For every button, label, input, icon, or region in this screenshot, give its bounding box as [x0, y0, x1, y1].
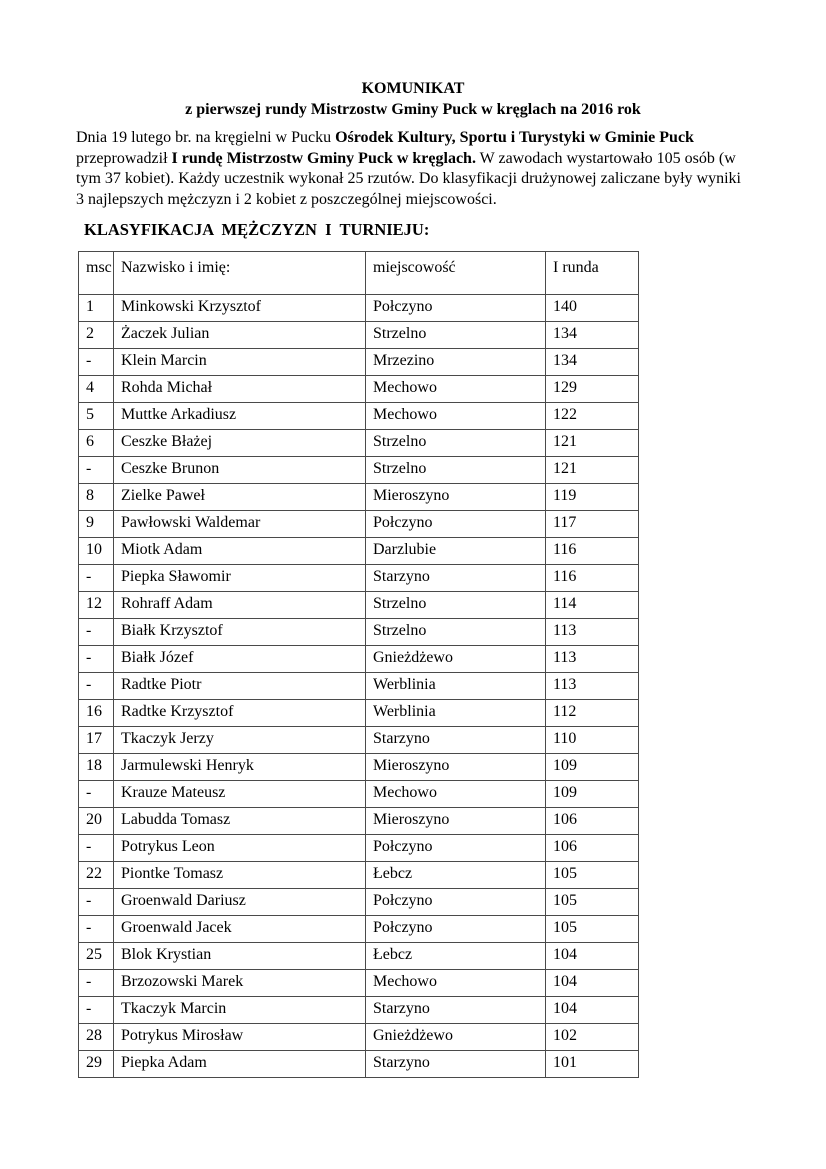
table-row [79, 538, 639, 565]
header-row [79, 252, 639, 295]
column-header-city: miejscowość [366, 252, 546, 295]
results-table [78, 251, 639, 1078]
cell-msc: - [79, 673, 114, 700]
table-row [79, 727, 639, 754]
document-subtitle: z pierwszej rundy Mistrzostw Gminy Puck w kręglach na 2016 rok [185, 101, 641, 118]
intro-segment: W zawodach wystartowało 105 osób (w tym 37 kobiet). Każdy uczestnik wykonał 25 rzutów. Do klasyfikacji drużynowej zaliczane były wyniki 3 najlepszych mężczyzn i 2 kobiet z poszczególnej miejscowości. [76, 149, 741, 208]
table-row [79, 862, 639, 889]
cell-round: 114 [546, 592, 639, 619]
cell-msc: 25 [79, 943, 114, 970]
cell-round: 105 [546, 862, 639, 889]
table-row [79, 619, 639, 646]
cell-round: 140 [546, 295, 639, 322]
table-row [79, 970, 639, 997]
table-row [79, 808, 639, 835]
cell-name: Muttke Arkadiusz [114, 403, 366, 430]
cell-msc: 5 [79, 403, 114, 430]
cell-round: 109 [546, 754, 639, 781]
cell-city: Połczyno [366, 511, 546, 538]
cell-round: 105 [546, 889, 639, 916]
cell-msc: - [79, 997, 114, 1024]
cell-city: Mieroszyno [366, 754, 546, 781]
cell-city: Starzyno [366, 997, 546, 1024]
cell-round: 116 [546, 565, 639, 592]
cell-msc: 20 [79, 808, 114, 835]
cell-city: Werblinia [366, 700, 546, 727]
cell-name: Radtke Piotr [114, 673, 366, 700]
cell-city: Mieroszyno [366, 808, 546, 835]
cell-msc: - [79, 835, 114, 862]
cell-round: 104 [546, 970, 639, 997]
cell-round: 104 [546, 943, 639, 970]
cell-city: Mechowo [366, 781, 546, 808]
cell-name: Rohda Michał [114, 376, 366, 403]
table-row [79, 916, 639, 943]
cell-round: 110 [546, 727, 639, 754]
cell-city: Połczyno [366, 295, 546, 322]
cell-round: 106 [546, 835, 639, 862]
cell-name: Tkaczyk Jerzy [114, 727, 366, 754]
cell-name: Tkaczyk Marcin [114, 997, 366, 1024]
cell-msc: 2 [79, 322, 114, 349]
cell-round: 129 [546, 376, 639, 403]
cell-msc: 12 [79, 592, 114, 619]
cell-msc: 29 [79, 1051, 114, 1078]
cell-round: 116 [546, 538, 639, 565]
cell-name: Żaczek Julian [114, 322, 366, 349]
cell-city: Strzelno [366, 592, 546, 619]
intro-segment: przeprowadził [76, 149, 172, 167]
cell-msc: 8 [79, 484, 114, 511]
table-row [79, 592, 639, 619]
cell-city: Starzyno [366, 1051, 546, 1078]
cell-round: 109 [546, 781, 639, 808]
table-row [79, 484, 639, 511]
cell-name: Białk Józef [114, 646, 366, 673]
cell-msc: - [79, 619, 114, 646]
table-row [79, 322, 639, 349]
table-row [79, 1051, 639, 1078]
intro-segment: Dnia 19 lutego br. na kręgielni w Pucku [76, 129, 336, 146]
cell-msc: - [79, 916, 114, 943]
cell-city: Starzyno [366, 565, 546, 592]
table-row [79, 511, 639, 538]
table-row [79, 754, 639, 781]
cell-round: 105 [546, 916, 639, 943]
table-row [79, 295, 639, 322]
cell-name: Zielke Paweł [114, 484, 366, 511]
table-row [79, 781, 639, 808]
cell-round: 121 [546, 457, 639, 484]
cell-msc: 28 [79, 1024, 114, 1051]
cell-name: Ceszke Błażej [114, 430, 366, 457]
cell-round: 101 [546, 1051, 639, 1078]
cell-round: 113 [546, 619, 639, 646]
column-header-msc: msc [79, 252, 114, 295]
cell-msc: 4 [79, 376, 114, 403]
cell-round: 117 [546, 511, 639, 538]
table-row [79, 565, 639, 592]
cell-city: Mieroszyno [366, 484, 546, 511]
cell-name: Labudda Tomasz [114, 808, 366, 835]
cell-msc: - [79, 457, 114, 484]
table-row [79, 943, 639, 970]
cell-name: Groenwald Jacek [114, 916, 366, 943]
table-row [79, 646, 639, 673]
cell-city: Strzelno [366, 322, 546, 349]
intro-segment-bold: I rundę Mistrzostw Gminy Puck w kręglach. [171, 149, 476, 167]
cell-msc: 18 [79, 754, 114, 781]
cell-city: Połczyno [366, 835, 546, 862]
intro-paragraph [76, 128, 750, 210]
cell-msc: 6 [79, 430, 114, 457]
cell-city: Starzyno [366, 727, 546, 754]
cell-city: Połczyno [366, 889, 546, 916]
cell-city: Gnieżdżewo [366, 646, 546, 673]
cell-name: Potrykus Leon [114, 835, 366, 862]
cell-city: Mrzezino [366, 349, 546, 376]
cell-name: Ceszke Brunon [114, 457, 366, 484]
results-table-header [79, 252, 639, 295]
cell-name: Groenwald Dariusz [114, 889, 366, 916]
cell-name: Rohraff Adam [114, 592, 366, 619]
cell-msc: - [79, 970, 114, 997]
cell-city: Łebcz [366, 943, 546, 970]
cell-city: Strzelno [366, 619, 546, 646]
table-row [79, 889, 639, 916]
cell-city: Gnieżdżewo [366, 1024, 546, 1051]
intro-segment-bold: Ośrodek Kultury, Sportu i Turystyki w Gminie Puck [335, 129, 694, 146]
cell-city: Werblinia [366, 673, 546, 700]
cell-msc: 16 [79, 700, 114, 727]
cell-round: 119 [546, 484, 639, 511]
table-row [79, 835, 639, 862]
cell-name: Piepka Sławomir [114, 565, 366, 592]
cell-round: 134 [546, 349, 639, 376]
cell-round: 113 [546, 646, 639, 673]
cell-city: Połczyno [366, 916, 546, 943]
cell-city: Łebcz [366, 862, 546, 889]
cell-msc: - [79, 349, 114, 376]
cell-msc: 10 [79, 538, 114, 565]
cell-city: Mechowo [366, 403, 546, 430]
cell-round: 122 [546, 403, 639, 430]
cell-name: Minkowski Krzysztof [114, 295, 366, 322]
section-heading: KLASYFIKACJA MĘŻCZYZN I TURNIEJU: [84, 220, 430, 239]
cell-msc: 1 [79, 295, 114, 322]
results-table-body [79, 295, 639, 1078]
cell-name: Miotk Adam [114, 538, 366, 565]
table-row [79, 700, 639, 727]
table-row [79, 997, 639, 1024]
cell-round: 134 [546, 322, 639, 349]
cell-name: Klein Marcin [114, 349, 366, 376]
cell-name: Piepka Adam [114, 1051, 366, 1078]
cell-msc: - [79, 781, 114, 808]
cell-msc: - [79, 889, 114, 916]
cell-name: Blok Krystian [114, 943, 366, 970]
column-header-name: Nazwisko i imię: [114, 252, 366, 295]
cell-msc: 9 [79, 511, 114, 538]
cell-msc: 22 [79, 862, 114, 889]
cell-msc: - [79, 646, 114, 673]
table-row [79, 673, 639, 700]
cell-name: Piontke Tomasz [114, 862, 366, 889]
table-row [79, 1024, 639, 1051]
cell-msc: 17 [79, 727, 114, 754]
table-row [79, 457, 639, 484]
cell-name: Potrykus Mirosław [114, 1024, 366, 1051]
cell-round: 102 [546, 1024, 639, 1051]
cell-msc: - [79, 565, 114, 592]
cell-name: Brzozowski Marek [114, 970, 366, 997]
cell-name: Pawłowski Waldemar [114, 511, 366, 538]
cell-city: Mechowo [366, 970, 546, 997]
cell-round: 112 [546, 700, 639, 727]
cell-round: 121 [546, 430, 639, 457]
table-row [79, 403, 639, 430]
cell-city: Strzelno [366, 430, 546, 457]
cell-city: Mechowo [366, 376, 546, 403]
cell-round: 106 [546, 808, 639, 835]
cell-city: Strzelno [366, 457, 546, 484]
table-row [79, 430, 639, 457]
cell-name: Jarmulewski Henryk [114, 754, 366, 781]
cell-name: Białk Krzysztof [114, 619, 366, 646]
cell-name: Krauze Mateusz [114, 781, 366, 808]
cell-city: Darzlubie [366, 538, 546, 565]
cell-name: Radtke Krzysztof [114, 700, 366, 727]
document-title: KOMUNIKAT [361, 80, 465, 97]
column-header-round: I runda [546, 252, 639, 295]
cell-round: 104 [546, 997, 639, 1024]
table-row [79, 376, 639, 403]
table-row [79, 349, 639, 376]
cell-round: 113 [546, 673, 639, 700]
